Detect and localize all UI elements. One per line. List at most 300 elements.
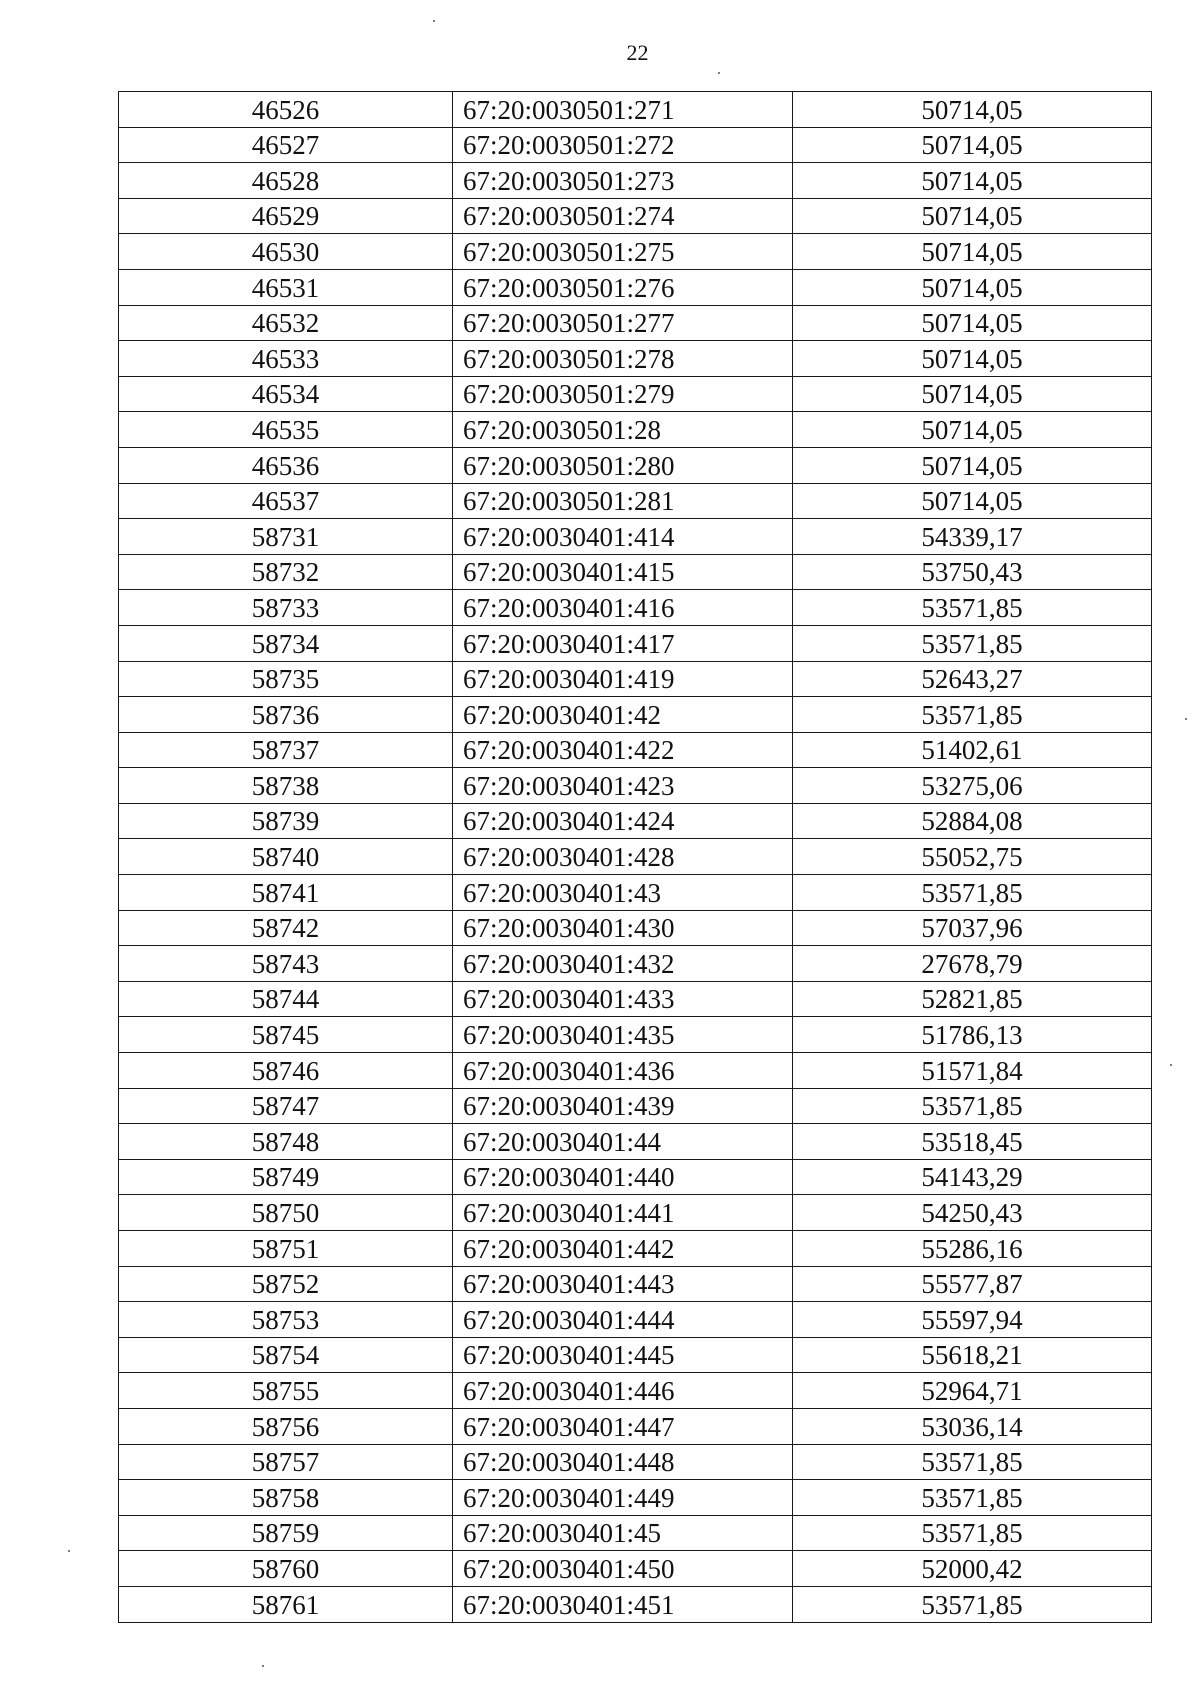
cadastral-number-cell — [453, 1551, 793, 1587]
row-number: 58742 — [251, 913, 320, 944]
table-row — [119, 661, 1152, 697]
cadastral-number-cell — [453, 269, 793, 305]
cadastral-number-cell — [453, 483, 793, 519]
row-number-cell — [119, 412, 453, 448]
cadastral-number: 67:20:0030401:419 — [463, 664, 675, 695]
row-number: 58753 — [251, 1304, 320, 1335]
cost-value: 55286,16 — [921, 1233, 1023, 1264]
cost-value: 53518,45 — [921, 1126, 1023, 1157]
value-cell — [793, 412, 1152, 448]
table-row — [119, 305, 1152, 341]
cost-value: 51402,61 — [921, 735, 1023, 766]
table-row — [119, 910, 1152, 946]
cost-value: 53571,85 — [921, 592, 1023, 623]
row-number-cell — [119, 519, 453, 555]
cadastral-number-cell — [453, 1337, 793, 1373]
scan-speck — [262, 1665, 264, 1667]
value-cell — [793, 1480, 1152, 1516]
table-row — [119, 768, 1152, 804]
cadastral-number: 67:20:0030501:28 — [463, 414, 662, 445]
cadastral-number-cell — [453, 910, 793, 946]
row-number-cell — [119, 554, 453, 590]
cadastral-number: 67:20:0030401:45 — [463, 1518, 662, 1549]
value-cell — [793, 732, 1152, 768]
row-number: 58750 — [251, 1198, 320, 1228]
row-number: 46530 — [251, 236, 320, 267]
cadastral-number: 67:20:0030501:281 — [463, 486, 675, 517]
cadastral-number-cell — [453, 376, 793, 412]
cadastral-number-cell — [453, 839, 793, 875]
row-number-cell — [119, 1551, 453, 1587]
cadastral-number: 67:20:0030401:444 — [463, 1304, 675, 1335]
cadastral-number: 67:20:0030401:442 — [463, 1233, 675, 1264]
value-cell — [793, 1159, 1152, 1195]
cadastral-number: 67:20:0030401:446 — [463, 1375, 675, 1406]
cadastral-number-cell — [453, 1480, 793, 1516]
cost-value: 53571,85 — [921, 1447, 1023, 1478]
value-cell — [793, 1337, 1152, 1373]
cost-value: 53571,85 — [921, 1091, 1023, 1122]
cost-value: 52884,08 — [921, 806, 1023, 837]
cost-value: 55618,21 — [921, 1340, 1023, 1371]
row-number: 58740 — [251, 842, 320, 873]
table-body — [119, 92, 1152, 1623]
row-number-cell — [119, 1017, 453, 1053]
row-number-cell — [119, 376, 453, 412]
value-cell — [793, 1124, 1152, 1160]
value-cell — [793, 341, 1152, 377]
cadastral-number-cell — [453, 1053, 793, 1089]
cadastral-number-cell — [453, 768, 793, 804]
row-number-cell — [119, 1195, 453, 1231]
row-number-cell — [119, 732, 453, 768]
cost-value: 50714,05 — [921, 94, 1023, 125]
cost-value: 50714,05 — [921, 343, 1023, 374]
row-number-cell — [119, 1088, 453, 1124]
row-number: 58731 — [251, 521, 320, 552]
cadastral-number-cell — [453, 1373, 793, 1409]
row-number: 58760 — [251, 1553, 320, 1584]
cadastral-number-cell — [453, 92, 793, 128]
table-row — [119, 412, 1152, 448]
cadastral-number: 67:20:0030401:42 — [463, 699, 662, 730]
cadastral-number: 67:20:0030401:423 — [463, 770, 675, 801]
cadastral-number: 67:20:0030401:417 — [463, 628, 675, 659]
table-row — [119, 1266, 1152, 1302]
row-number-cell — [119, 198, 453, 234]
cost-value: 54143,29 — [921, 1162, 1023, 1193]
row-number: 46534 — [251, 379, 320, 410]
row-number: 46526 — [251, 94, 320, 125]
cost-value: 50714,05 — [921, 236, 1023, 267]
value-cell — [793, 910, 1152, 946]
value-cell — [793, 234, 1152, 270]
scan-speck — [718, 72, 720, 74]
table-row — [119, 1551, 1152, 1587]
row-number: 58748 — [251, 1126, 320, 1157]
row-number: 58739 — [251, 806, 320, 837]
row-number-cell — [119, 483, 453, 519]
cost-value: 51571,84 — [921, 1055, 1023, 1086]
value-cell — [793, 1017, 1152, 1053]
table-row — [119, 554, 1152, 590]
table-row — [119, 1088, 1152, 1124]
table-row — [119, 198, 1152, 234]
cadastral-number: 67:20:0030401:422 — [463, 735, 675, 766]
cadastral-number-cell — [453, 590, 793, 626]
row-number-cell — [119, 447, 453, 483]
cadastral-number-cell — [453, 1266, 793, 1302]
row-number-cell — [119, 1337, 453, 1373]
cadastral-number-cell — [453, 946, 793, 982]
value-cell — [793, 1408, 1152, 1444]
cadastral-number-cell — [453, 163, 793, 199]
cadastral-number-cell — [453, 1302, 793, 1338]
cadastral-number: 67:20:0030401:428 — [463, 842, 675, 873]
cadastral-number: 67:20:0030401:414 — [463, 521, 675, 552]
row-number-cell — [119, 1444, 453, 1480]
row-number-cell — [119, 910, 453, 946]
row-number-cell — [119, 1302, 453, 1338]
cost-value: 50714,05 — [921, 272, 1023, 303]
cost-value: 52643,27 — [921, 664, 1023, 695]
table-row — [119, 519, 1152, 555]
table-row — [119, 1337, 1152, 1373]
cost-value: 50714,05 — [921, 308, 1023, 339]
table-row — [119, 697, 1152, 733]
value-cell — [793, 269, 1152, 305]
cost-value: 50714,05 — [921, 130, 1023, 161]
cost-value: 55577,87 — [921, 1269, 1023, 1300]
row-number: 58736 — [251, 699, 320, 730]
cost-value: 50714,05 — [921, 379, 1023, 410]
cadastral-number: 67:20:0030401:436 — [463, 1055, 675, 1086]
row-number-cell — [119, 1124, 453, 1160]
row-number: 58754 — [251, 1340, 320, 1371]
cadastral-number: 67:20:0030401:445 — [463, 1340, 675, 1371]
table-row — [119, 946, 1152, 982]
cadastral-number-cell — [453, 234, 793, 270]
row-number: 46532 — [251, 308, 320, 339]
cost-value: 53571,85 — [921, 628, 1023, 659]
cadastral-number: 67:20:0030501:271 — [463, 94, 675, 125]
table-row — [119, 803, 1152, 839]
cost-value: 51786,13 — [921, 1020, 1023, 1051]
row-number-cell — [119, 839, 453, 875]
table-row — [119, 1124, 1152, 1160]
cost-value: 54250,43 — [921, 1198, 1023, 1228]
cadastral-number: 67:20:0030401:432 — [463, 948, 675, 979]
row-number-cell — [119, 625, 453, 661]
row-number-cell — [119, 1586, 453, 1622]
table-row — [119, 1231, 1152, 1267]
row-number-cell — [119, 269, 453, 305]
cadastral-number: 67:20:0030401:439 — [463, 1091, 675, 1122]
cadastral-number-cell — [453, 1408, 793, 1444]
row-number: 58738 — [251, 770, 320, 801]
value-cell — [793, 1551, 1152, 1587]
cadastral-number: 67:20:0030401:449 — [463, 1482, 675, 1513]
row-number: 58745 — [251, 1020, 320, 1051]
cadastral-number: 67:20:0030401:450 — [463, 1553, 675, 1584]
row-number-cell — [119, 1053, 453, 1089]
table-row — [119, 1302, 1152, 1338]
row-number: 58752 — [251, 1269, 320, 1300]
row-number: 46537 — [251, 486, 320, 517]
row-number: 58747 — [251, 1091, 320, 1122]
row-number: 58761 — [251, 1589, 320, 1620]
cadastral-number-cell — [453, 1444, 793, 1480]
value-cell — [793, 946, 1152, 982]
cadastral-number: 67:20:0030401:448 — [463, 1447, 675, 1478]
row-number: 58751 — [251, 1233, 320, 1264]
cost-value: 55597,94 — [921, 1304, 1023, 1335]
cadastral-number: 67:20:0030401:435 — [463, 1020, 675, 1051]
row-number: 58746 — [251, 1055, 320, 1086]
row-number: 58755 — [251, 1375, 320, 1406]
cost-value: 53571,85 — [921, 1482, 1023, 1513]
row-number: 46529 — [251, 201, 320, 232]
cadastral-number-cell — [453, 803, 793, 839]
value-cell — [793, 1515, 1152, 1551]
value-cell — [793, 1088, 1152, 1124]
cadastral-number-cell — [453, 305, 793, 341]
cadastral-number: 67:20:0030401:440 — [463, 1162, 675, 1193]
cost-value: 55052,75 — [921, 842, 1023, 873]
cadastral-number-cell — [453, 1515, 793, 1551]
cost-value: 50714,05 — [921, 201, 1023, 232]
value-cell — [793, 163, 1152, 199]
cadastral-number: 67:20:0030401:424 — [463, 806, 675, 837]
table-row — [119, 1480, 1152, 1516]
cost-value: 53571,85 — [921, 699, 1023, 730]
cost-value: 53571,85 — [921, 1589, 1023, 1620]
cadastral-number: 67:20:0030501:279 — [463, 379, 675, 410]
cadastral-number-cell — [453, 732, 793, 768]
row-number-cell — [119, 590, 453, 626]
cadastral-number-cell — [453, 1088, 793, 1124]
value-cell — [793, 1444, 1152, 1480]
cost-value: 53571,85 — [921, 877, 1023, 908]
cost-value: 50714,05 — [921, 450, 1023, 481]
row-number-cell — [119, 981, 453, 1017]
cadastral-number: 67:20:0030401:451 — [463, 1589, 675, 1620]
scan-speck — [433, 20, 435, 22]
value-cell — [793, 554, 1152, 590]
value-cell — [793, 590, 1152, 626]
table-row — [119, 483, 1152, 519]
row-number: 58741 — [251, 877, 320, 908]
cadastral-number: 67:20:0030401:447 — [463, 1411, 675, 1442]
cost-value: 53750,43 — [921, 557, 1023, 588]
cadastral-number: 67:20:0030501:274 — [463, 201, 675, 232]
cadastral-number-cell — [453, 519, 793, 555]
value-cell — [793, 1195, 1152, 1231]
cadastral-number-cell — [453, 1586, 793, 1622]
row-number: 58757 — [251, 1447, 320, 1478]
row-number: 46528 — [251, 165, 320, 196]
cadastral-number: 67:20:0030401:441 — [463, 1198, 675, 1228]
scan-speck — [1170, 1064, 1172, 1066]
cadastral-number-cell — [453, 1017, 793, 1053]
value-cell — [793, 803, 1152, 839]
value-cell — [793, 447, 1152, 483]
cadastral-number: 67:20:0030501:275 — [463, 236, 675, 267]
cadastral-number: 67:20:0030401:433 — [463, 984, 675, 1015]
cadastral-number-cell — [453, 981, 793, 1017]
cadastral-number-cell — [453, 412, 793, 448]
cadastral-number: 67:20:0030401:430 — [463, 913, 675, 944]
row-number: 58758 — [251, 1482, 320, 1513]
table-row — [119, 163, 1152, 199]
cadastral-number: 67:20:0030501:272 — [463, 130, 675, 161]
value-cell — [793, 1302, 1152, 1338]
cost-value: 54339,17 — [921, 521, 1023, 552]
table-row — [119, 234, 1152, 270]
cadastral-number: 67:20:0030501:278 — [463, 343, 675, 374]
value-cell — [793, 839, 1152, 875]
cadastral-number-cell — [453, 447, 793, 483]
row-number-cell — [119, 127, 453, 163]
cadastral-number-cell — [453, 1195, 793, 1231]
row-number-cell — [119, 946, 453, 982]
table-row — [119, 1053, 1152, 1089]
table-row — [119, 447, 1152, 483]
row-number-cell — [119, 803, 453, 839]
table-row — [119, 875, 1152, 911]
table-row — [119, 1159, 1152, 1195]
table-row — [119, 1195, 1152, 1231]
cadastral-number: 67:20:0030501:280 — [463, 450, 675, 481]
value-cell — [793, 981, 1152, 1017]
value-cell — [793, 661, 1152, 697]
table-row — [119, 1586, 1152, 1622]
row-number-cell — [119, 1159, 453, 1195]
table-row — [119, 92, 1152, 128]
cadastral-number-cell — [453, 341, 793, 377]
cadastral-number: 67:20:0030501:276 — [463, 272, 675, 303]
scan-speck — [1185, 718, 1187, 720]
value-cell — [793, 127, 1152, 163]
cadastral-number: 67:20:0030501:277 — [463, 308, 675, 339]
page-number: 22 — [626, 40, 649, 65]
row-number-cell — [119, 305, 453, 341]
cadastral-number-cell — [453, 127, 793, 163]
cadastral-number-cell — [453, 554, 793, 590]
cost-value: 27678,79 — [921, 948, 1023, 979]
cadastral-number-cell — [453, 198, 793, 234]
value-cell — [793, 198, 1152, 234]
row-number: 58734 — [251, 628, 320, 659]
cadastral-number-cell — [453, 875, 793, 911]
row-number: 58737 — [251, 735, 320, 766]
row-number-cell — [119, 697, 453, 733]
cadastral-number: 67:20:0030401:43 — [463, 877, 662, 908]
row-number-cell — [119, 341, 453, 377]
table-row — [119, 625, 1152, 661]
row-number: 46536 — [251, 450, 320, 481]
row-number-cell — [119, 1515, 453, 1551]
table-row — [119, 590, 1152, 626]
cost-value: 53275,06 — [921, 770, 1023, 801]
cadastral-number-cell — [453, 625, 793, 661]
value-cell — [793, 768, 1152, 804]
row-number-cell — [119, 875, 453, 911]
value-cell — [793, 92, 1152, 128]
row-number-cell — [119, 92, 453, 128]
table-row — [119, 269, 1152, 305]
table-row — [119, 839, 1152, 875]
table-row — [119, 981, 1152, 1017]
row-number-cell — [119, 1231, 453, 1267]
cadastral-number-cell — [453, 661, 793, 697]
cost-value: 57037,96 — [921, 913, 1023, 944]
value-cell — [793, 483, 1152, 519]
row-number: 58733 — [251, 592, 320, 623]
cost-value: 50714,05 — [921, 414, 1023, 445]
table-row — [119, 1408, 1152, 1444]
scan-speck — [68, 1550, 70, 1552]
value-cell — [793, 1373, 1152, 1409]
cost-value: 53036,14 — [921, 1411, 1023, 1442]
cost-value: 53571,85 — [921, 1518, 1023, 1549]
row-number: 58743 — [251, 948, 320, 979]
row-number-cell — [119, 1480, 453, 1516]
table-row — [119, 341, 1152, 377]
row-number-cell — [119, 1408, 453, 1444]
row-number-cell — [119, 1373, 453, 1409]
row-number: 46535 — [251, 414, 320, 445]
table-row — [119, 1515, 1152, 1551]
cadastral-number-cell — [453, 1231, 793, 1267]
cost-value: 52821,85 — [921, 984, 1023, 1015]
table-row — [119, 127, 1152, 163]
row-number-cell — [119, 1266, 453, 1302]
row-number: 58749 — [251, 1162, 320, 1193]
value-cell — [793, 519, 1152, 555]
table-row — [119, 1017, 1152, 1053]
cadastral-number: 67:20:0030401:443 — [463, 1269, 675, 1300]
cadastral-number-cell — [453, 1159, 793, 1195]
value-cell — [793, 1053, 1152, 1089]
value-cell — [793, 376, 1152, 412]
cost-value: 52000,42 — [921, 1553, 1023, 1584]
value-cell — [793, 305, 1152, 341]
row-number-cell — [119, 768, 453, 804]
value-cell — [793, 875, 1152, 911]
cost-value: 52964,71 — [921, 1375, 1023, 1406]
cadastral-number: 67:20:0030401:44 — [463, 1126, 662, 1157]
row-number: 58735 — [251, 664, 320, 695]
value-cell — [793, 1266, 1152, 1302]
cost-value: 50714,05 — [921, 165, 1023, 196]
row-number: 58759 — [251, 1518, 320, 1549]
table-row — [119, 1373, 1152, 1409]
cadastral-number: 67:20:0030501:273 — [463, 165, 675, 196]
value-cell — [793, 625, 1152, 661]
cadastral-number: 67:20:0030401:415 — [463, 557, 675, 588]
value-cell — [793, 1586, 1152, 1622]
row-number: 46527 — [251, 130, 320, 161]
row-number: 58744 — [251, 984, 320, 1015]
row-number-cell — [119, 163, 453, 199]
cadastral-number-cell — [453, 697, 793, 733]
table-row — [119, 1444, 1152, 1480]
table-row — [119, 376, 1152, 412]
row-number: 58756 — [251, 1411, 320, 1442]
table-row — [119, 732, 1152, 768]
cadastral-number: 67:20:0030401:416 — [463, 592, 675, 623]
